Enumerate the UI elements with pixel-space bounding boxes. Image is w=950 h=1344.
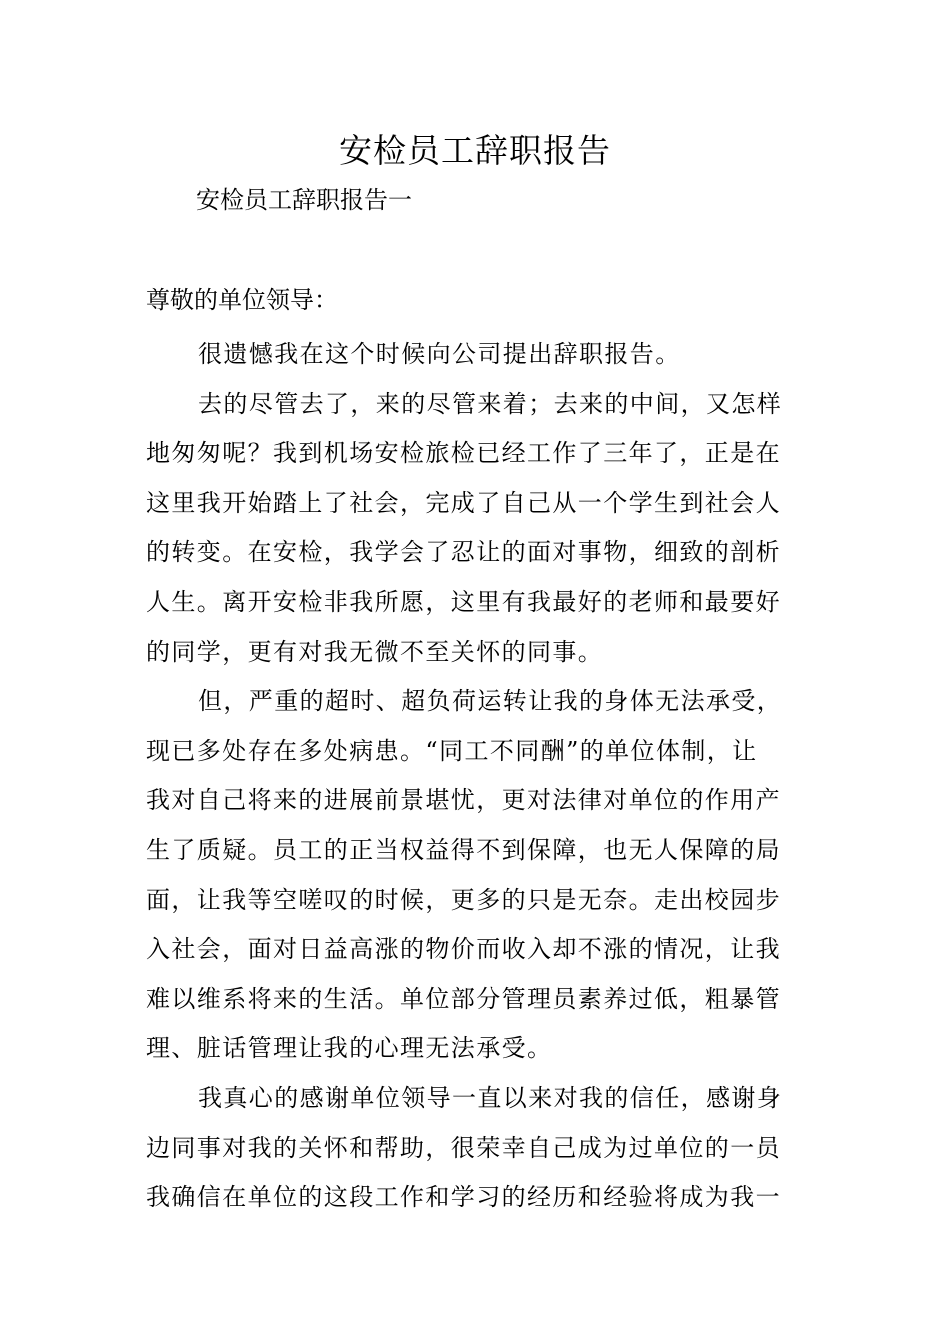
paragraph-line: 我对自己将来的进展前景堪忧，更对法律对单位的作用产: [146, 786, 781, 815]
paragraph-line: 面，让我等空嗟叹的时候，更多的只是无奈。走出校园步: [146, 885, 781, 914]
paragraph-line: 地匆匆呢？我到机场安检旅检已经工作了三年了，正是在: [146, 439, 781, 468]
paragraph-line: 去的尽管去了，来的尽管来着；去来的中间，又怎样: [198, 389, 783, 418]
paragraph: [146, 1074, 806, 1223]
paragraph-line: 的同学，更有对我无微不至关怀的同事。: [146, 637, 604, 666]
paragraph-line: 很遗憾我在这个时候向公司提出辞职报告。: [198, 340, 681, 368]
paragraph-line: 这里我开始踏上了社会，完成了自己从一个学生到社会人: [146, 488, 781, 517]
document-subtitle: 安检员工辞职报告一: [196, 186, 412, 214]
paragraph-line: 难以维系将来的生活。单位部分管理员素养过低，粗暴管: [146, 984, 781, 1013]
paragraph-line: 生了质疑。员工的正当权益得不到保障，也无人保障的局: [146, 835, 781, 864]
paragraph: [146, 677, 806, 1074]
paragraph-line: 现已多处存在多处病患。“同工不同酬”的单位体制，让: [146, 736, 758, 765]
paragraph: [146, 330, 806, 380]
paragraph-line: 入社会，面对日益高涨的物价而收入却不涨的情况，让我: [146, 935, 781, 964]
paragraph-line: 边同事对我的关怀和帮助，很荣幸自己成为过单位的一员: [146, 1133, 781, 1162]
paragraph-line: 人生。离开安检非我所愿，这里有我最好的老师和最要好: [146, 587, 781, 616]
paragraph: [146, 380, 806, 678]
paragraph-line: 我确信在单位的这段工作和学习的经历和经验将成为我一: [146, 1183, 781, 1212]
document-title: 安检员工辞职报告: [339, 131, 611, 170]
document-body: [146, 330, 806, 1223]
paragraph-line: 的转变。在安检，我学会了忍让的面对事物，细致的剖析: [146, 538, 781, 567]
salutation: 尊敬的单位领导：: [146, 286, 338, 314]
paragraph-line: 我真心的感谢单位领导一直以来对我的信任，感谢身: [198, 1083, 783, 1112]
paragraph-line: 理、脏话管理让我的心理无法承受。: [146, 1034, 553, 1063]
paragraph-line: 但，严重的超时、超负荷运转让我的身体无法承受，: [198, 687, 783, 716]
